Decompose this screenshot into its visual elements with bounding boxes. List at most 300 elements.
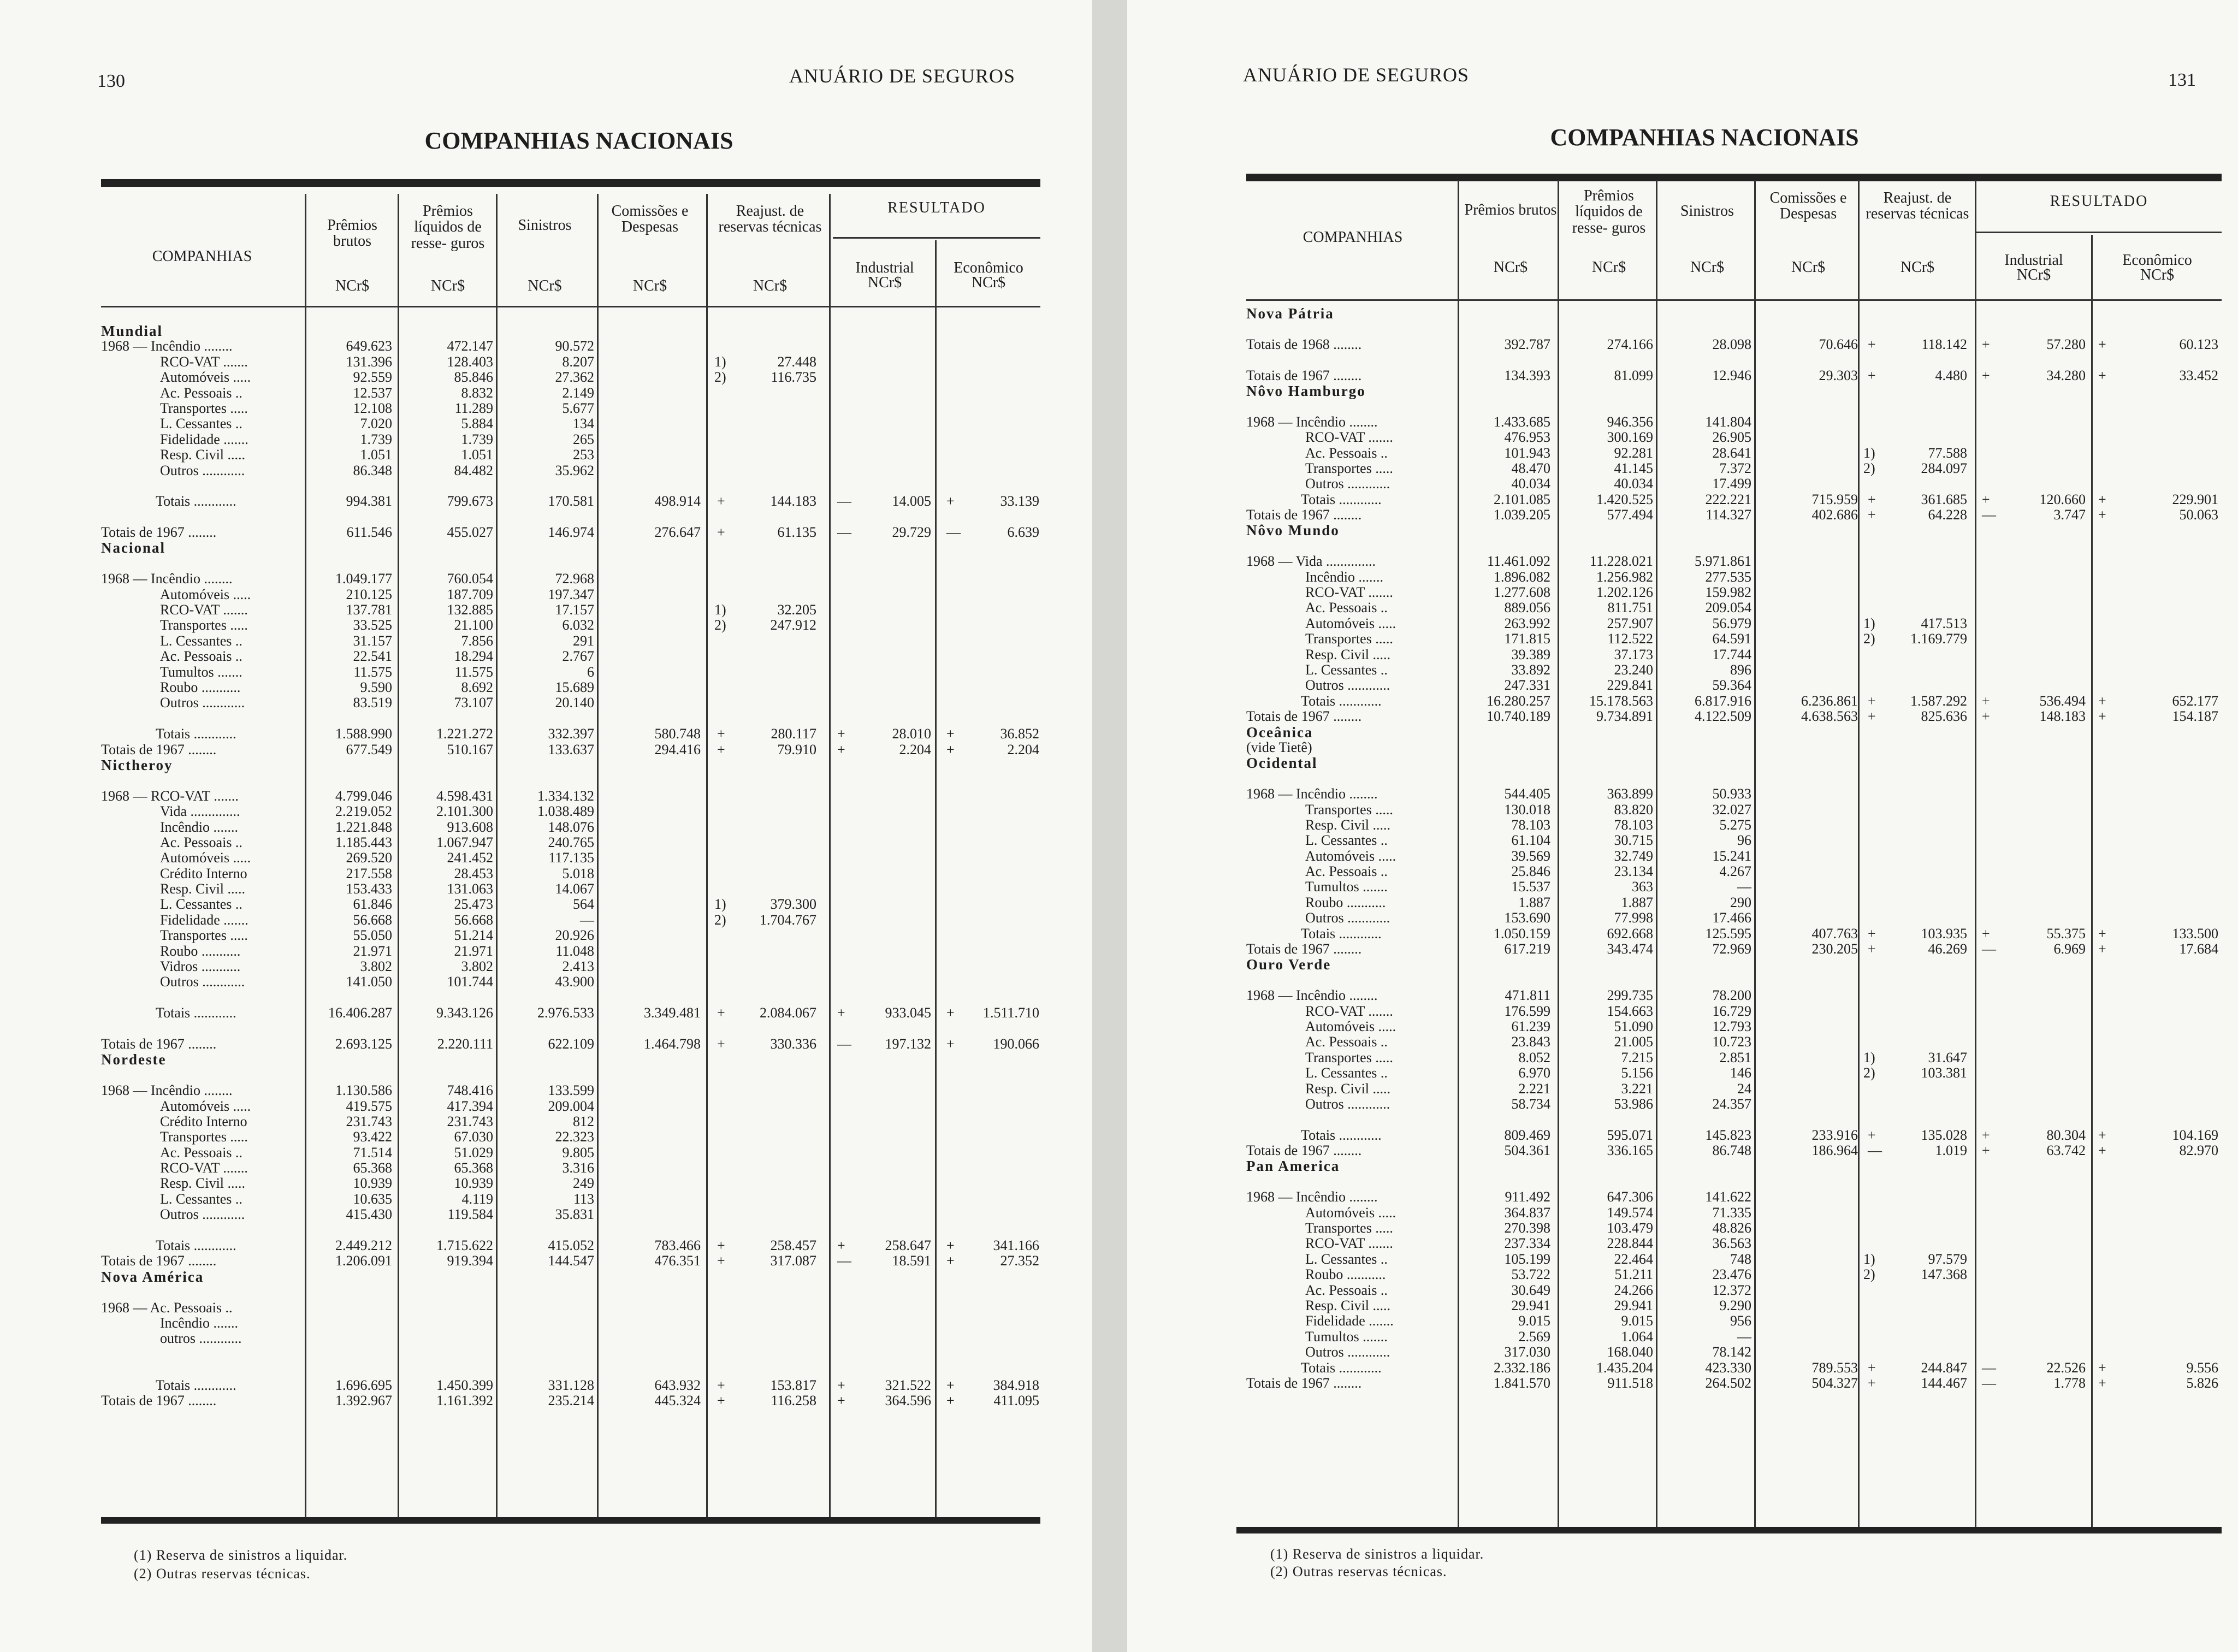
cell-premios-brutos: 93.422 — [353, 1129, 392, 1145]
cell-premios-liquidos: 799.673 — [447, 493, 493, 510]
cell-premios-liquidos: 363.899 — [1607, 786, 1653, 802]
row-label: Roubo ........... — [1305, 1266, 1386, 1283]
cell-reajust-sign: + — [1868, 708, 1876, 725]
cell-economico: 652.177 — [2172, 692, 2218, 709]
table-row — [101, 804, 1040, 819]
cell-premios-liquidos: 103.479 — [1607, 1220, 1653, 1236]
cell-premios-brutos: 269.520 — [346, 850, 392, 866]
row-label: Fidelidade ....... — [160, 911, 248, 928]
table-row — [1246, 786, 2222, 802]
table-row — [1246, 1081, 2222, 1097]
col-header-companhias: COMPANHIAS — [152, 248, 252, 265]
cell-sinistros: 291 — [573, 632, 594, 649]
row-label: Totais ............ — [1301, 1359, 1382, 1376]
cell-industrial-sign: + — [837, 726, 845, 742]
cell-economico: 411.095 — [993, 1392, 1039, 1408]
row-label: Roubo ........... — [160, 943, 241, 959]
cell-premios-liquidos: 1.051 — [461, 447, 493, 463]
cell-economico: 6.639 — [1007, 524, 1039, 541]
cell-premios-brutos: 809.469 — [1504, 1127, 1550, 1143]
col-header-sinistros: Sinistros — [1680, 203, 1734, 220]
cell-comissoes: 233.916 — [1811, 1127, 1858, 1143]
col-header-economico: Econômico — [2122, 252, 2192, 269]
cell-comissoes: 580.748 — [654, 726, 701, 742]
spacer-row — [1246, 771, 2222, 786]
row-label: Totais de 1967 ........ — [1246, 367, 1362, 383]
cell-reserva-key: 2) — [714, 369, 726, 386]
cell-sinistros: 10.723 — [1712, 1034, 1751, 1050]
cell-sinistros: 12.946 — [1712, 367, 1751, 383]
row-label: Outros ............ — [160, 695, 245, 711]
row-label: Transportes ..... — [1305, 1049, 1393, 1065]
cell-sinistros: 20.140 — [555, 695, 594, 711]
company-name: Nôvo Mundo — [1246, 522, 1340, 539]
cell-economico: 82.970 — [2179, 1142, 2218, 1159]
row-label: Ac. Pessoais .. — [160, 384, 242, 401]
table-row — [101, 463, 1040, 478]
cell-sinistros: 78.142 — [1712, 1344, 1751, 1360]
totals-row — [101, 1393, 1040, 1408]
cell-comissoes: 276.647 — [654, 524, 701, 541]
cell-premios-liquidos: 2.220.111 — [437, 1035, 493, 1052]
cell-premios-liquidos: 4.598.431 — [436, 787, 493, 804]
cell-premios-brutos: 263.992 — [1504, 615, 1550, 631]
row-label: outros ............ — [160, 1330, 242, 1347]
unit-label: NCr$ — [430, 277, 465, 294]
row-label: Totais de 1967 ........ — [1246, 1375, 1362, 1391]
row-label: 1968 — RCO-VAT ....... — [101, 787, 239, 804]
cell-premios-brutos: 30.649 — [1511, 1282, 1550, 1298]
cell-premios-brutos: 141.050 — [346, 974, 392, 990]
company-name: Nova Pátria — [1246, 305, 1334, 322]
cell-sinistros: 35.831 — [555, 1206, 594, 1223]
cell-sinistros: 134 — [573, 416, 594, 432]
table-row — [1246, 1019, 2222, 1034]
cell-premios-liquidos: 149.574 — [1607, 1204, 1653, 1221]
company-name: Ouro Verde — [1246, 956, 1331, 973]
company-name: Nova América — [101, 1268, 204, 1285]
cell-premios-brutos: 1.277.608 — [1494, 584, 1550, 601]
row-label: Incêndio ....... — [160, 1315, 238, 1331]
cell-premios-brutos: 134.393 — [1504, 367, 1550, 383]
row-label: Resp. Civil ..... — [1305, 1080, 1391, 1097]
cell-sinistros: 622.109 — [548, 1035, 594, 1052]
cell-reserva-key: 1) — [1863, 1049, 1875, 1065]
cell-industrial: 197.132 — [885, 1035, 931, 1052]
cell-premios-brutos: 39.569 — [1511, 848, 1550, 864]
row-label: L. Cessantes .. — [160, 416, 242, 432]
row-label: Totais ............ — [1301, 692, 1382, 709]
cell-reajust-sign: + — [1868, 507, 1876, 523]
cell-economico: 1.511.710 — [982, 1005, 1039, 1021]
row-label: Ac. Pessoais .. — [1305, 600, 1388, 616]
cell-premios-liquidos: 168.040 — [1607, 1344, 1653, 1360]
row-label: Ac. Pessoais .. — [160, 834, 242, 850]
cell-sinistros: 222.221 — [1705, 491, 1751, 507]
cell-premios-brutos: 11.575 — [353, 664, 392, 680]
cell-comissoes: 643.932 — [654, 1377, 701, 1393]
cell-premios-brutos: 9.590 — [360, 679, 392, 695]
totals-row — [101, 494, 1040, 509]
cell-industrial: 120.660 — [2039, 491, 2086, 507]
cell-industrial: 28.010 — [892, 726, 931, 742]
cell-economico: 133.500 — [2172, 925, 2218, 942]
row-label: L. Cessantes .. — [160, 1191, 242, 1207]
cell-premios-brutos: 210.125 — [346, 586, 392, 602]
cell-industrial: 14.005 — [892, 493, 931, 510]
row-label: Transportes ..... — [160, 927, 248, 944]
cell-economico: 190.066 — [993, 1035, 1039, 1052]
cell-premios-liquidos: 51.090 — [1614, 1018, 1653, 1034]
cell-reajust-sign: + — [1868, 692, 1876, 709]
cell-premios-brutos: 78.103 — [1511, 816, 1550, 833]
cell-reajust-value: 32.205 — [777, 602, 816, 618]
cell-premios-brutos: 58.734 — [1511, 1096, 1550, 1112]
cell-premios-liquidos: 132.885 — [447, 602, 493, 618]
cell-premios-brutos: 2.221 — [1518, 1080, 1550, 1097]
cell-sinistros: 265 — [573, 431, 594, 447]
cell-premios-brutos: 71.514 — [353, 1144, 392, 1160]
col-header-reajust: Reajust. de reservas técnicas — [1866, 190, 1969, 223]
cell-premios-liquidos: 760.054 — [447, 571, 493, 587]
spacer-row — [1246, 538, 2222, 554]
company-name-row — [1246, 306, 2222, 321]
cell-premios-brutos: 131.396 — [346, 353, 392, 370]
cell-premios-brutos: 83.519 — [353, 695, 392, 711]
totals-row — [1246, 1143, 2222, 1158]
cell-economico-sign: + — [2098, 491, 2106, 507]
cell-economico: 33.139 — [1000, 493, 1039, 510]
cell-premios-brutos: 61.104 — [1511, 832, 1550, 849]
cell-sinistros: 249 — [573, 1175, 594, 1192]
cell-reajust-sign: + — [717, 524, 725, 541]
row-label: Totais de 1967 ........ — [1246, 941, 1362, 957]
unit-label: NCr$ — [2140, 267, 2175, 283]
cell-premios-liquidos: 1.161.392 — [436, 1392, 493, 1408]
unit-label: NCr$ — [1900, 259, 1935, 276]
cell-sinistros: 253 — [573, 447, 594, 463]
cell-reajust-value: 64.228 — [1928, 507, 1967, 523]
company-name-row — [1246, 383, 2222, 399]
cell-industrial: 55.375 — [2046, 925, 2086, 942]
cell-premios-liquidos: 29.941 — [1614, 1298, 1653, 1313]
cell-sinistros: 159.982 — [1705, 584, 1751, 601]
cell-industrial-sign: + — [837, 1392, 845, 1408]
cell-premios-liquidos: 228.844 — [1607, 1235, 1653, 1252]
table-row — [1246, 631, 2222, 647]
cell-economico: 5.826 — [2186, 1375, 2218, 1391]
row-label: L. Cessantes .. — [1305, 1251, 1388, 1267]
company-name: Pan America — [1246, 1158, 1340, 1175]
table-row — [1246, 415, 2222, 430]
cell-premios-brutos: 1.050.159 — [1494, 925, 1550, 942]
table-row — [1246, 895, 2222, 910]
table-row — [101, 665, 1040, 680]
company-name-row — [1246, 755, 2222, 771]
table-row — [101, 416, 1040, 431]
row-label: Totais ............ — [156, 493, 236, 510]
cell-industrial-sign: — — [1982, 1359, 1996, 1376]
cell-premios-brutos: 476.953 — [1504, 429, 1550, 446]
cell-premios-liquidos: 946.356 — [1607, 413, 1653, 430]
table-row — [1246, 1221, 2222, 1236]
table-row — [101, 959, 1040, 974]
cell-economico: 60.123 — [2179, 336, 2218, 352]
table-row — [101, 1145, 1040, 1160]
row-label: Crédito Interno — [160, 1113, 247, 1129]
cell-industrial: 933.045 — [885, 1005, 931, 1021]
row-label: Totais ............ — [156, 1005, 236, 1021]
row-label: L. Cessantes .. — [1305, 1065, 1388, 1081]
cell-sinistros: 12.372 — [1712, 1282, 1751, 1298]
cell-premios-brutos: 55.050 — [353, 927, 392, 944]
cell-reajust-sign: + — [1868, 1375, 1876, 1391]
cell-reajust-sign: + — [717, 741, 725, 757]
row-label: Outros ............ — [1305, 476, 1390, 492]
cell-sinistros: 6 — [587, 664, 594, 680]
cell-economico-sign: + — [2098, 1127, 2106, 1143]
table-row — [1246, 446, 2222, 461]
row-label: Totais ............ — [156, 726, 236, 742]
cell-sinistros: 117.135 — [548, 850, 594, 866]
cell-comissoes: 407.763 — [1811, 925, 1858, 942]
totals-row — [1246, 1376, 2222, 1391]
cell-premios-brutos: 217.558 — [346, 865, 392, 881]
cell-premios-brutos: 10.635 — [353, 1191, 392, 1207]
cell-premios-liquidos: 18.294 — [454, 648, 493, 665]
cell-premios-brutos: 2.449.212 — [335, 1237, 392, 1254]
cell-premios-brutos: 86.348 — [353, 462, 392, 478]
row-label: Outros ............ — [160, 462, 245, 478]
cell-reajust-value: 284.097 — [1921, 460, 1967, 476]
cell-premios-liquidos: 51.029 — [454, 1144, 493, 1160]
cell-industrial: 148.183 — [2039, 708, 2086, 725]
table-row — [101, 1192, 1040, 1207]
page-title: COMPANHIAS NACIONAIS — [1550, 124, 1859, 151]
cell-premios-liquidos: 51.211 — [1614, 1266, 1653, 1283]
cell-premios-brutos: 3.802 — [360, 958, 392, 975]
cell-reajust-sign: — — [1868, 1142, 1882, 1159]
cell-reajust-value: 825.636 — [1921, 708, 1967, 725]
cell-premios-liquidos: 3.221 — [1621, 1080, 1653, 1097]
row-label: L. Cessantes .. — [1305, 832, 1388, 849]
cell-premios-brutos: 1.221.848 — [335, 819, 392, 835]
cell-premios-brutos: 419.575 — [346, 1098, 392, 1114]
cell-premios-liquidos: 7.215 — [1621, 1049, 1653, 1065]
cell-premios-brutos: 31.157 — [353, 632, 392, 649]
cell-reajust-value: 144.467 — [1921, 1375, 1967, 1391]
row-label: Ac. Pessoais .. — [160, 1144, 242, 1160]
spacer-row — [101, 1284, 1040, 1300]
cell-comissoes: 4.638.563 — [1801, 708, 1858, 725]
row-label: Outros ............ — [160, 974, 245, 990]
cell-industrial: 22.526 — [2046, 1359, 2086, 1376]
cell-premios-brutos: 504.361 — [1504, 1142, 1550, 1159]
unit-label: NCr$ — [753, 277, 788, 294]
cell-reserva-key: 1) — [1863, 445, 1875, 461]
totals-row — [101, 1378, 1040, 1393]
cell-reajust-sign: + — [1868, 941, 1876, 957]
table-body — [101, 323, 1040, 1408]
table-row — [101, 1129, 1040, 1145]
row-label: 1968 — Ac. Pessoais .. — [101, 1299, 233, 1316]
cell-premios-liquidos: 77.998 — [1614, 910, 1653, 926]
table-row — [1246, 1313, 2222, 1329]
table-row — [101, 587, 1040, 602]
spacer-row — [101, 478, 1040, 494]
cell-economico: 229.901 — [2172, 491, 2218, 507]
cell-industrial-sign: — — [1982, 941, 1996, 957]
row-label: L. Cessantes .. — [160, 896, 242, 913]
cell-industrial-sign: — — [837, 493, 851, 510]
table-row — [101, 447, 1040, 463]
cell-industrial: 57.280 — [2046, 336, 2086, 352]
cell-premios-brutos: 1.887 — [1518, 894, 1550, 910]
row-label: 1968 — Vida .............. — [1246, 553, 1376, 570]
cell-premios-brutos: 29.941 — [1511, 1298, 1550, 1313]
cell-premios-brutos: 22.541 — [353, 648, 392, 665]
cell-premios-brutos: 130.018 — [1504, 801, 1550, 818]
cell-industrial: 3.747 — [2053, 507, 2086, 523]
table-row — [101, 1300, 1040, 1316]
cell-sinistros: 564 — [573, 896, 594, 913]
cell-premios-liquidos: 299.735 — [1607, 987, 1653, 1004]
totals-row — [101, 742, 1040, 757]
col-header-premios-liquidos: Prêmios líquidos de resse- guros — [411, 203, 485, 252]
cell-premios-liquidos: 51.214 — [454, 927, 493, 944]
cell-reajust-value: 79.910 — [777, 741, 816, 757]
cell-premios-brutos: 2.219.052 — [335, 803, 392, 820]
cell-sinistros: 896 — [1730, 661, 1751, 678]
cell-sinistros: 2.413 — [562, 958, 594, 975]
cell-premios-brutos: 25.846 — [1511, 863, 1550, 880]
cell-industrial-sign: — — [837, 1035, 851, 1052]
table-row — [1246, 1097, 2222, 1112]
table-row — [101, 1316, 1040, 1331]
cell-sinistros: 4.122.509 — [1695, 708, 1751, 725]
cell-premios-brutos: 231.743 — [346, 1113, 392, 1129]
cell-premios-brutos: 889.056 — [1504, 600, 1550, 616]
row-label: 1968 — Incêndio ........ — [1246, 987, 1378, 1004]
book-gutter — [1092, 0, 1127, 1652]
cell-premios-brutos: 1.049.177 — [335, 571, 392, 587]
row-label: Resp. Civil ..... — [160, 1175, 246, 1192]
cell-comissoes: 3.349.481 — [644, 1005, 701, 1021]
table-row — [1246, 833, 2222, 848]
cell-premios-brutos: 10.939 — [353, 1175, 392, 1192]
cell-premios-liquidos: 41.145 — [1614, 460, 1653, 476]
unit-label: NCr$ — [2016, 267, 2051, 283]
row-label: Totais ............ — [156, 1377, 236, 1393]
cell-premios-brutos: 649.623 — [346, 338, 392, 354]
cell-industrial-sign: + — [837, 1377, 845, 1393]
cell-reajust-value: 244.847 — [1921, 1359, 1967, 1376]
col-header-resultado: RESULTADO — [887, 199, 986, 216]
cell-sinistros: 415.052 — [548, 1237, 594, 1254]
cell-sinistros: 14.067 — [555, 881, 594, 897]
row-label: Totais de 1967 ........ — [101, 1253, 217, 1269]
cell-premios-liquidos: 1.420.525 — [1596, 491, 1653, 507]
cell-reajust-value: 258.457 — [770, 1237, 816, 1254]
cell-industrial: 80.304 — [2046, 1127, 2086, 1143]
cell-reajust-value: 1.704.767 — [760, 911, 816, 928]
cell-premios-brutos: 16.406.287 — [328, 1005, 392, 1021]
company-name: Mundial — [101, 323, 163, 339]
company-name-row — [1246, 725, 2222, 740]
row-label: Automóveis ..... — [160, 850, 251, 866]
company-name-row — [101, 1052, 1040, 1067]
cell-industrial-sign: + — [837, 1005, 845, 1021]
row-label: Totais ............ — [156, 1237, 236, 1254]
cell-industrial: 2.204 — [899, 741, 931, 757]
spacer-row — [101, 990, 1040, 1005]
spacer-row — [1246, 1174, 2222, 1189]
row-label: L. Cessantes .. — [1305, 661, 1388, 678]
cell-premios-brutos: 1.841.570 — [1494, 1375, 1550, 1391]
cell-industrial: 364.596 — [885, 1392, 931, 1408]
cell-sinistros: 90.572 — [555, 338, 594, 354]
cell-comissoes: 783.466 — [654, 1237, 701, 1254]
cell-economico-sign: + — [946, 1377, 955, 1393]
cell-economico-sign: + — [946, 1005, 955, 1021]
cell-sinistros: 2.976.533 — [537, 1005, 594, 1021]
cell-premios-liquidos: 510.167 — [447, 741, 493, 757]
cell-sinistros: 114.327 — [1706, 507, 1751, 523]
cell-industrial-sign: + — [837, 1237, 845, 1254]
row-label: Totais ............ — [1301, 1127, 1382, 1143]
cell-premios-liquidos: 10.939 — [454, 1175, 493, 1192]
table-row — [1246, 678, 2222, 693]
cell-premios-brutos: 1.051 — [360, 447, 392, 463]
company-name: Ocidental — [1246, 755, 1318, 772]
row-label: Incêndio ....... — [160, 819, 238, 835]
cell-premios-brutos: 33.892 — [1511, 661, 1550, 678]
company-name: Nictheroy — [101, 756, 173, 773]
spacer-row — [101, 1021, 1040, 1037]
table-row — [1246, 1298, 2222, 1313]
cell-sinistros: 27.362 — [555, 369, 594, 386]
cell-premios-brutos: 33.525 — [353, 617, 392, 633]
cell-premios-brutos: 137.781 — [346, 602, 392, 618]
cell-premios-liquidos: 919.394 — [447, 1253, 493, 1269]
col-header-premios-brutos: Prêmios brutos — [327, 217, 377, 250]
spacer-row — [1246, 973, 2222, 988]
header-bottom-rule — [1246, 299, 2222, 301]
cell-premios-liquidos: 343.474 — [1607, 941, 1653, 957]
row-label: Outros ............ — [1305, 1096, 1390, 1112]
table-row — [1246, 1283, 2222, 1298]
cell-comissoes: 230.205 — [1811, 941, 1858, 957]
company-name-row — [1246, 1158, 2222, 1174]
cell-premios-liquidos: 8.832 — [461, 384, 493, 401]
cell-premios-brutos: 2.569 — [1518, 1328, 1550, 1345]
row-label: Fidelidade ....... — [160, 431, 248, 447]
table-row — [1246, 879, 2222, 895]
cell-premios-brutos: 237.334 — [1504, 1235, 1550, 1252]
spacer-row — [1246, 352, 2222, 368]
table-row — [101, 913, 1040, 928]
row-label: Transportes ..... — [160, 617, 248, 633]
cell-industrial-sign: + — [837, 741, 845, 757]
cell-premios-liquidos: 11.289 — [454, 400, 493, 416]
cell-premios-liquidos: 1.887 — [1621, 894, 1653, 910]
table-row — [1246, 1205, 2222, 1221]
cell-reajust-sign: + — [717, 1035, 725, 1052]
cell-sinistros: 9.805 — [562, 1144, 594, 1160]
unit-label: NCr$ — [335, 277, 370, 294]
cell-premios-liquidos: 647.306 — [1607, 1189, 1653, 1205]
table-row — [101, 866, 1040, 881]
